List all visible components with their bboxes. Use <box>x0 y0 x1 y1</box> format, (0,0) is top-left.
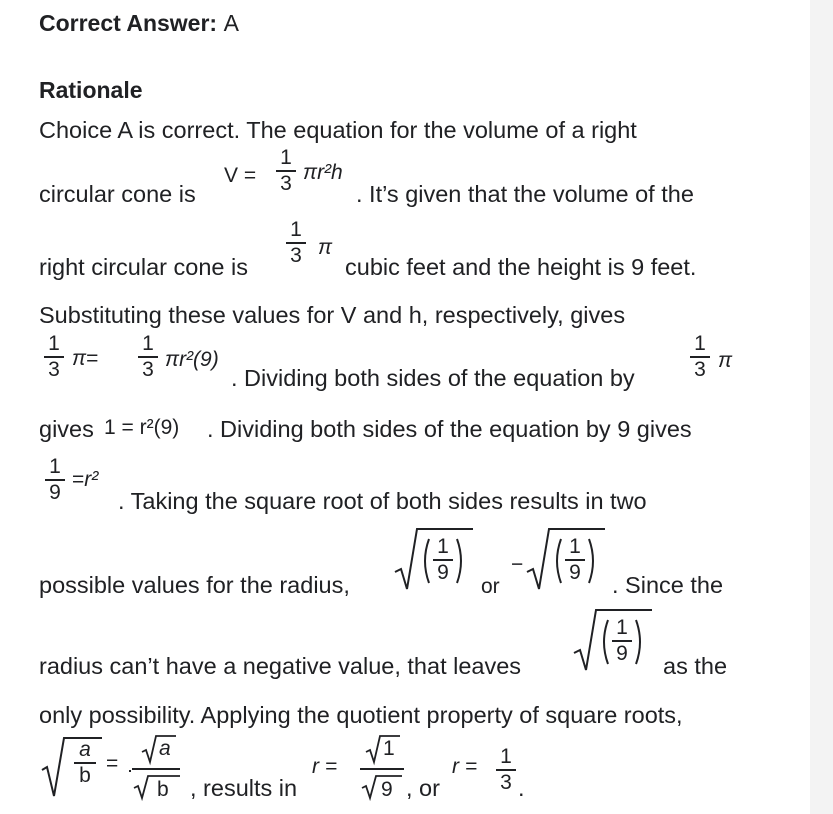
fraction-one-ninth <box>433 536 453 584</box>
fraction-one-third-b <box>138 333 158 381</box>
denominator-b: b <box>157 778 169 801</box>
text-line-8c: . Since the <box>612 572 724 598</box>
r-equals-2: r = <box>452 755 478 778</box>
pi: π <box>72 347 87 370</box>
text-line-3a: right circular cone is <box>39 254 248 280</box>
text-line-4: Substituting these values for V and h, respectively, gives <box>39 302 626 328</box>
equals: = <box>243 164 257 187</box>
fraction-one-third-c <box>690 333 710 381</box>
text-line-11c: . <box>518 775 525 801</box>
equals-sign: = <box>106 752 119 775</box>
text-line-6a: gives <box>39 416 94 442</box>
numerator-a: a <box>159 737 171 760</box>
right-margin <box>810 0 833 814</box>
text-line-8b: or <box>481 575 500 598</box>
formula-pir29: πr²(9) <box>165 348 219 371</box>
equals: = <box>72 468 85 491</box>
fraction-one-third-a <box>44 333 64 381</box>
denominator: 9 <box>49 481 61 504</box>
numerator: 1 <box>142 332 154 355</box>
fraction-a-over-b <box>74 739 96 787</box>
numerator: 1 <box>694 332 706 355</box>
fraction-one-third <box>276 147 296 195</box>
fraction-one-ninth <box>565 536 585 584</box>
r-squared: r² <box>84 468 99 491</box>
numerator: 1 <box>500 745 512 768</box>
denominator: b <box>79 764 91 787</box>
formula-eq-r2 <box>72 468 98 492</box>
numerator: 1 <box>48 332 60 355</box>
fraction-one-ninth <box>45 456 65 504</box>
denominator: 9 <box>616 642 628 665</box>
sqrt-a-over-b <box>40 734 110 804</box>
denominator: 3 <box>280 172 292 195</box>
text-line-2b: . It’s given that the volume of the <box>356 181 694 207</box>
equals: = <box>86 347 99 370</box>
correct-answer <box>39 9 239 37</box>
numerator: 1 <box>290 218 302 241</box>
text-line-9b: as the <box>663 653 728 679</box>
numerator: 1 <box>49 455 61 478</box>
numerator-1: 1 <box>383 737 395 760</box>
numerator: 1 <box>616 616 628 639</box>
numerator: 1 <box>437 535 449 558</box>
sqrt-one-ninth-only <box>572 606 652 676</box>
formula-pi-equals <box>72 347 98 371</box>
minus-sign: − <box>511 553 524 576</box>
section-title: Rationale <box>39 77 143 103</box>
numerator: 1 <box>280 146 292 169</box>
denominator: 9 <box>569 561 581 584</box>
fraction-one-ninth <box>612 617 632 665</box>
formula-1-eq-r29: 1 = r²(9) <box>104 416 180 439</box>
formula-volume-V <box>224 164 256 188</box>
r-equals: r = <box>312 755 338 778</box>
sqrt1-over-sqrt9 <box>354 734 414 804</box>
text-line-11b: , or <box>406 775 440 801</box>
text-line-6b: . Dividing both sides of the equation by 9 gives <box>207 416 692 442</box>
pi-symbol-2: π <box>718 349 733 372</box>
denominator-9: 9 <box>381 778 393 801</box>
denominator: 3 <box>290 244 302 267</box>
fraction-one-third-volume <box>286 219 306 267</box>
text-line-5a: . Dividing both sides of the equation by <box>231 365 635 391</box>
denominator: 3 <box>500 771 512 794</box>
text-line-1: Choice A is correct. The equation for the volume of a right <box>39 117 637 143</box>
denominator: 3 <box>142 358 154 381</box>
text-line-3b: cubic feet and the height is 9 feet. <box>345 254 697 280</box>
text-line-10: only possibility. Applying the quotient property of square roots, <box>39 702 683 728</box>
text-line-2a: circular cone is <box>39 181 196 207</box>
text-line-9a: radius can’t have a negative value, that leaves <box>39 653 522 679</box>
numerator: a <box>79 738 91 761</box>
sqrt-a-over-sqrt-b <box>128 734 198 804</box>
text-line-8a: possible values for the radius, <box>39 572 350 598</box>
formula-pir2h: πr²h <box>303 161 343 184</box>
sqrt-one-ninth <box>393 525 473 595</box>
denominator: 3 <box>694 358 706 381</box>
text-line-11a: , results in <box>190 775 298 801</box>
correct-answer-label: Correct Answer: <box>39 10 218 36</box>
denominator: 9 <box>437 561 449 584</box>
fraction-one-third-result <box>496 746 516 794</box>
var-V: V <box>224 164 239 187</box>
text-line-7a: . Taking the square root of both sides results in two <box>118 488 647 514</box>
neg-sqrt-one-ninth <box>525 525 605 595</box>
correct-answer-value: A <box>223 10 239 36</box>
denominator: 3 <box>48 358 60 381</box>
numerator: 1 <box>569 535 581 558</box>
pi-symbol: π <box>318 236 333 259</box>
